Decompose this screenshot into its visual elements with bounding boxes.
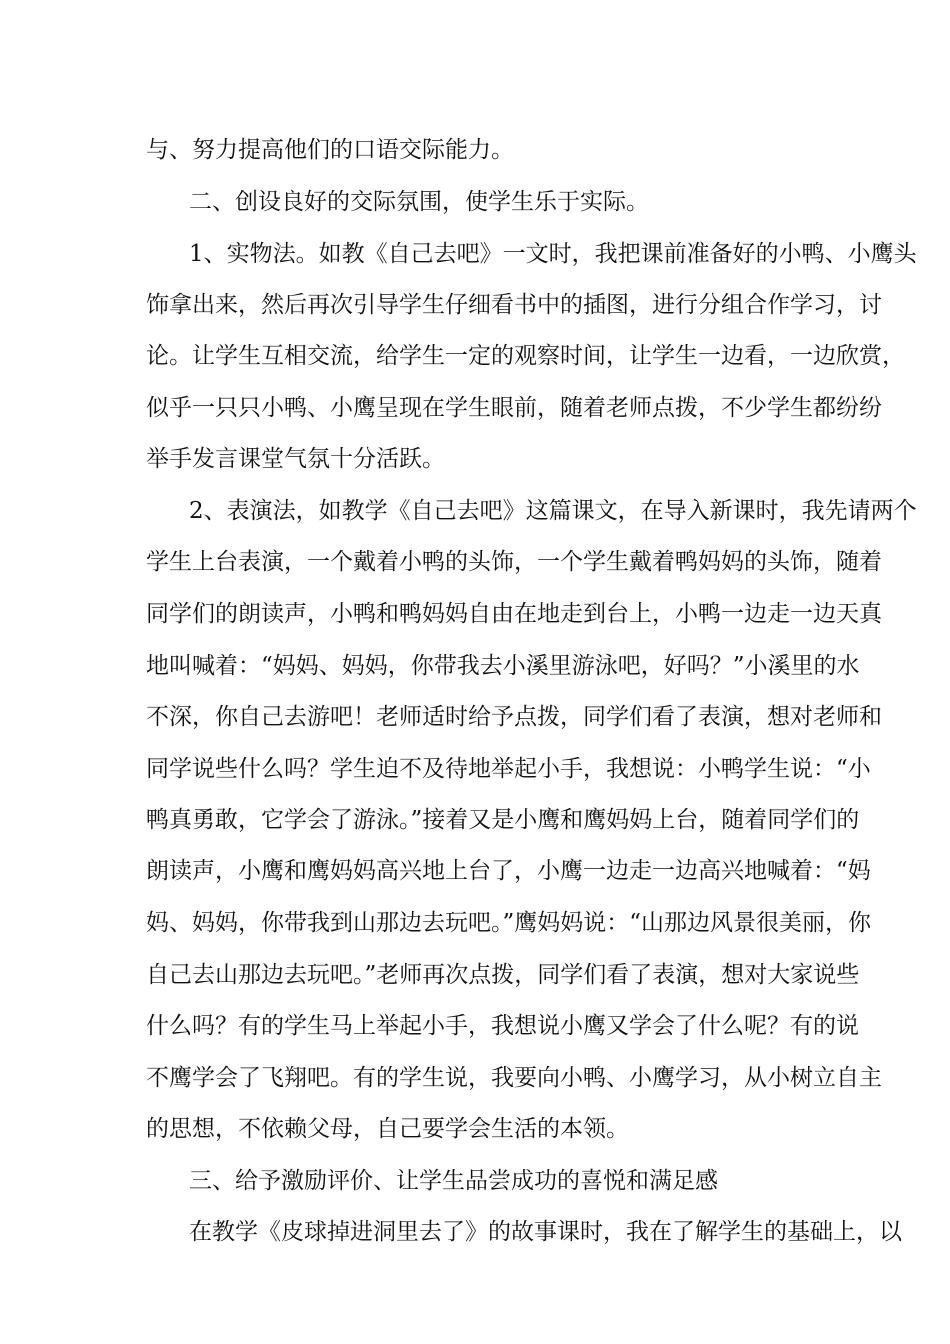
paragraph-line: 1、实物法。如教《自己去吧》一文时，我把课前准备好的小鸭、小鹰头 [189, 241, 917, 267]
paragraph-line: 饰拿出来，然后再次引导学生仔细看书中的插图，进行分组合作学习，讨 [146, 292, 882, 318]
paragraph-line: 似乎一只只小鸭、小鹰呈现在学生眼前，随着老师点拨，不少学生都纷纷 [146, 395, 882, 421]
section-heading-3: 三、给予激励评价、让学生品尝成功的喜悦和满足感 [189, 1168, 718, 1194]
paragraph-line: 什么吗？有的学生马上举起小手，我想说小鹰又学会了什么呢？有的说 [146, 1013, 859, 1039]
paragraph-line: 不鹰学会了飞翔吧。有的学生说，我要向小鸭、小鹰学习，从小树立自主 [146, 1065, 882, 1091]
paragraph-line: 朗读声，小鹰和鹰妈妈高兴地上台了，小鹰一边走一边高兴地喊着：“妈 [146, 858, 871, 884]
paragraph-line: 自己去山那边去玩吧。”老师再次点拨，同学们看了表演，想对大家说些 [146, 962, 860, 988]
paragraph-line: 同学说些什么吗？学生迫不及待地举起小手，我想说：小鸭学生说：“小 [146, 756, 871, 782]
paragraph-line: 2、表演法，如教学《自己去吧》这篇课文，在导入新课时，我先请两个 [189, 498, 917, 524]
paragraph-line: 妈、妈妈，你带我到山那边去玩吧。”鹰妈妈说：“山那边风景很美丽，你 [146, 910, 872, 936]
paragraph-line: 与、努力提高他们的口语交际能力。 [146, 137, 514, 163]
paragraph-line: 举手发言课堂气氛十分活跃。 [146, 446, 445, 472]
paragraph-line: 同学们的朗读声，小鸭和鸭妈妈自由在地走到台上，小鸭一边走一边天真 [146, 601, 882, 627]
section-heading-2: 二、创设良好的交际氛围，使学生乐于实际。 [189, 189, 649, 215]
paragraph-line: 鸭真勇敢，它学会了游泳。”接着又是小鹰和鹰妈妈上台，随着同学们的 [146, 807, 860, 833]
paragraph-line: 论。让学生互相交流，给学生一定的观察时间，让学生一边看，一边欣赏， [146, 343, 905, 369]
paragraph-line: 地叫喊着：“妈妈、妈妈，你带我去小溪里游泳吧，好吗？”小溪里的水 [146, 653, 860, 679]
paragraph-line: 在教学《皮球掉进洞里去了》的故事课时，我在了解学生的基础上，以 [189, 1219, 902, 1245]
paragraph-line: 的思想，不依赖父母，自己要学会生活的本领。 [146, 1116, 629, 1142]
paragraph-line: 学生上台表演，一个戴着小鸭的头饰，一个学生戴着鸭妈妈的头饰，随着 [146, 549, 882, 575]
paragraph-line: 不深，你自己去游吧！老师适时给予点拨，同学们看了表演，想对老师和 [146, 704, 882, 730]
